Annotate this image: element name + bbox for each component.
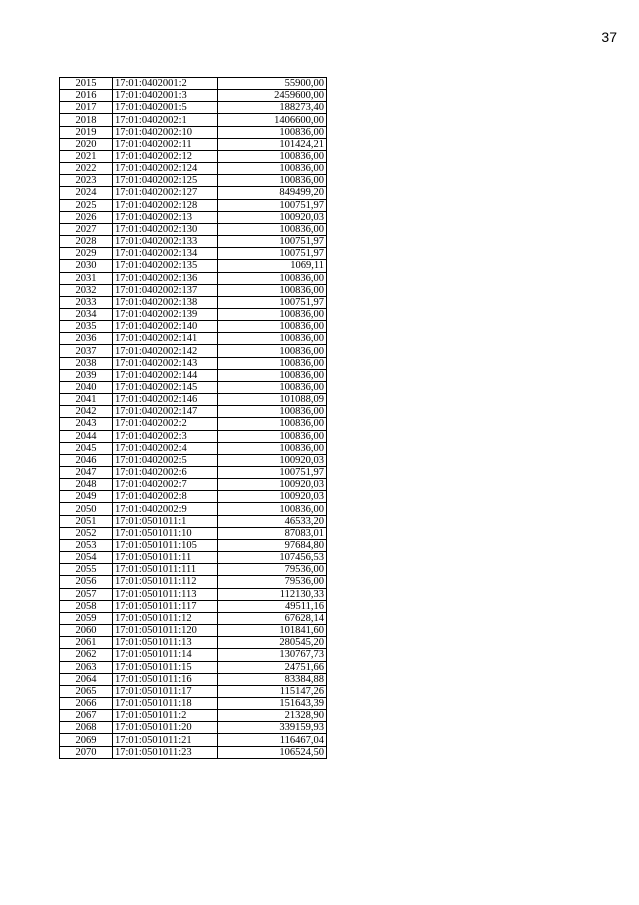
- value-cell: 339159,93: [218, 722, 327, 734]
- table-row: [60, 637, 327, 649]
- table-row: [60, 467, 327, 479]
- value-cell: 100836,00: [218, 345, 327, 357]
- row-number-cell: 2018: [60, 114, 113, 126]
- value-cell: 97684,80: [218, 539, 327, 551]
- row-number-cell: 2070: [60, 746, 113, 758]
- table-row: [60, 150, 327, 162]
- row-number-cell: 2059: [60, 612, 113, 624]
- table-row: [60, 211, 327, 223]
- row-number-cell: 2042: [60, 406, 113, 418]
- table-row: [60, 236, 327, 248]
- value-cell: 100836,00: [218, 163, 327, 175]
- value-cell: 100751,97: [218, 199, 327, 211]
- cadastral-number-cell: 17:01:0402001:3: [113, 90, 218, 102]
- row-number-cell: 2067: [60, 710, 113, 722]
- value-cell: 55900,00: [218, 78, 327, 90]
- row-number-cell: 2043: [60, 418, 113, 430]
- row-number-cell: 2058: [60, 600, 113, 612]
- row-number-cell: 2050: [60, 503, 113, 515]
- table-row: [60, 78, 327, 90]
- table-row: [60, 612, 327, 624]
- cadastral-number-cell: 17:01:0501011:12: [113, 612, 218, 624]
- row-number-cell: 2037: [60, 345, 113, 357]
- row-number-cell: 2025: [60, 199, 113, 211]
- table-row: [60, 746, 327, 758]
- row-number-cell: 2055: [60, 564, 113, 576]
- cadastral-number-cell: 17:01:0501011:10: [113, 527, 218, 539]
- row-number-cell: 2024: [60, 187, 113, 199]
- value-cell: 116467,04: [218, 734, 327, 746]
- cadastral-number-cell: 17:01:0402002:128: [113, 199, 218, 211]
- cadastral-number-cell: 17:01:0501011:18: [113, 697, 218, 709]
- cadastral-number-cell: 17:01:0402002:3: [113, 430, 218, 442]
- table-row: [60, 600, 327, 612]
- row-number-cell: 2068: [60, 722, 113, 734]
- value-cell: 79536,00: [218, 564, 327, 576]
- cadastral-number-cell: 17:01:0402002:135: [113, 260, 218, 272]
- value-cell: 24751,66: [218, 661, 327, 673]
- table-row: [60, 564, 327, 576]
- cadastral-number-cell: 17:01:0402002:134: [113, 248, 218, 260]
- value-cell: 101841,60: [218, 625, 327, 637]
- cadastral-number-cell: 17:01:0501011:1: [113, 515, 218, 527]
- cadastral-number-cell: 17:01:0501011:117: [113, 600, 218, 612]
- value-cell: 2459600,00: [218, 90, 327, 102]
- table-row: [60, 539, 327, 551]
- value-cell: 130767,73: [218, 649, 327, 661]
- cadastral-number-cell: 17:01:0402002:8: [113, 491, 218, 503]
- table-row: [60, 223, 327, 235]
- row-number-cell: 2047: [60, 467, 113, 479]
- row-number-cell: 2062: [60, 649, 113, 661]
- value-cell: 100836,00: [218, 308, 327, 320]
- cadastral-number-cell: 17:01:0402002:13: [113, 211, 218, 223]
- value-cell: 100836,00: [218, 150, 327, 162]
- row-number-cell: 2038: [60, 357, 113, 369]
- value-cell: 101088,09: [218, 394, 327, 406]
- cadastral-number-cell: 17:01:0402002:139: [113, 308, 218, 320]
- table-row: [60, 333, 327, 345]
- row-number-cell: 2019: [60, 126, 113, 138]
- value-cell: 280545,20: [218, 637, 327, 649]
- row-number-cell: 2029: [60, 248, 113, 260]
- table-row: [60, 503, 327, 515]
- cadastral-number-cell: 17:01:0402002:145: [113, 381, 218, 393]
- value-cell: 46533,20: [218, 515, 327, 527]
- cadastral-number-cell: 17:01:0501011:120: [113, 625, 218, 637]
- table-row: [60, 479, 327, 491]
- table-row: [60, 430, 327, 442]
- table-row: [60, 576, 327, 588]
- row-number-cell: 2056: [60, 576, 113, 588]
- row-number-cell: 2052: [60, 527, 113, 539]
- value-cell: 100751,97: [218, 467, 327, 479]
- value-cell: 100751,97: [218, 248, 327, 260]
- table-row: [60, 625, 327, 637]
- cadastral-number-cell: 17:01:0402002:1: [113, 114, 218, 126]
- table-row: [60, 418, 327, 430]
- value-cell: 100836,00: [218, 126, 327, 138]
- cadastral-number-cell: 17:01:0501011:113: [113, 588, 218, 600]
- value-cell: 100836,00: [218, 369, 327, 381]
- row-number-cell: 2031: [60, 272, 113, 284]
- table-row: [60, 369, 327, 381]
- row-number-cell: 2030: [60, 260, 113, 272]
- row-number-cell: 2016: [60, 90, 113, 102]
- cadastral-number-cell: 17:01:0402002:9: [113, 503, 218, 515]
- table-row: [60, 734, 327, 746]
- table-row: [60, 406, 327, 418]
- cadastral-number-cell: 17:01:0402002:11: [113, 138, 218, 150]
- value-cell: 106524,50: [218, 746, 327, 758]
- value-cell: 100836,00: [218, 430, 327, 442]
- row-number-cell: 2036: [60, 333, 113, 345]
- table-row: [60, 673, 327, 685]
- row-number-cell: 2022: [60, 163, 113, 175]
- table-row: [60, 284, 327, 296]
- row-number-cell: 2061: [60, 637, 113, 649]
- cadastral-number-cell: 17:01:0402002:130: [113, 223, 218, 235]
- value-cell: 79536,00: [218, 576, 327, 588]
- cadastral-number-cell: 17:01:0402002:124: [113, 163, 218, 175]
- table-row: [60, 661, 327, 673]
- row-number-cell: 2051: [60, 515, 113, 527]
- row-number-cell: 2053: [60, 539, 113, 551]
- cadastral-number-cell: 17:01:0402002:7: [113, 479, 218, 491]
- cadastral-number-cell: 17:01:0402002:140: [113, 321, 218, 333]
- cadastral-number-cell: 17:01:0402002:137: [113, 284, 218, 296]
- value-cell: 67628,14: [218, 612, 327, 624]
- value-cell: 87083,01: [218, 527, 327, 539]
- row-number-cell: 2033: [60, 296, 113, 308]
- value-cell: 100836,00: [218, 333, 327, 345]
- table-row: [60, 199, 327, 211]
- value-cell: 21328,90: [218, 710, 327, 722]
- cadastral-number-cell: 17:01:0402002:142: [113, 345, 218, 357]
- table-row: [60, 491, 327, 503]
- table-row: [60, 345, 327, 357]
- value-cell: 100836,00: [218, 284, 327, 296]
- value-cell: 100751,97: [218, 236, 327, 248]
- row-number-cell: 2046: [60, 454, 113, 466]
- value-cell: 49511,16: [218, 600, 327, 612]
- table-body: [60, 78, 327, 759]
- cadastral-number-cell: 17:01:0501011:11: [113, 552, 218, 564]
- table-row: [60, 260, 327, 272]
- cadastral-number-cell: 17:01:0402002:146: [113, 394, 218, 406]
- cadastral-number-cell: 17:01:0402001:2: [113, 78, 218, 90]
- cadastral-number-cell: 17:01:0501011:20: [113, 722, 218, 734]
- value-cell: 849499,20: [218, 187, 327, 199]
- cadastral-number-cell: 17:01:0402002:127: [113, 187, 218, 199]
- table-row: [60, 102, 327, 114]
- table-row: [60, 710, 327, 722]
- table-row: [60, 321, 327, 333]
- cadastral-number-cell: 17:01:0402002:144: [113, 369, 218, 381]
- value-cell: 115147,26: [218, 685, 327, 697]
- value-cell: 100836,00: [218, 381, 327, 393]
- row-number-cell: 2034: [60, 308, 113, 320]
- cadastral-number-cell: 17:01:0402002:4: [113, 442, 218, 454]
- table-row: [60, 515, 327, 527]
- row-number-cell: 2045: [60, 442, 113, 454]
- value-cell: 151643,39: [218, 697, 327, 709]
- value-cell: 100920,03: [218, 479, 327, 491]
- cadastral-number-cell: 17:01:0501011:17: [113, 685, 218, 697]
- cadastral-number-cell: 17:01:0402002:136: [113, 272, 218, 284]
- cadastral-number-cell: 17:01:0501011:21: [113, 734, 218, 746]
- cadastral-number-cell: 17:01:0501011:23: [113, 746, 218, 758]
- row-number-cell: 2035: [60, 321, 113, 333]
- table-row: [60, 308, 327, 320]
- value-cell: 100920,03: [218, 211, 327, 223]
- value-cell: 1406600,00: [218, 114, 327, 126]
- cadastral-number-cell: 17:01:0501011:13: [113, 637, 218, 649]
- row-number-cell: 2039: [60, 369, 113, 381]
- row-number-cell: 2065: [60, 685, 113, 697]
- cadastral-number-cell: 17:01:0501011:15: [113, 661, 218, 673]
- row-number-cell: 2020: [60, 138, 113, 150]
- cadastral-number-cell: 17:01:0402002:138: [113, 296, 218, 308]
- cadastral-number-cell: 17:01:0501011:105: [113, 539, 218, 551]
- value-cell: 100836,00: [218, 175, 327, 187]
- cadastral-number-cell: 17:01:0402002:125: [113, 175, 218, 187]
- row-number-cell: 2060: [60, 625, 113, 637]
- value-cell: 100920,03: [218, 454, 327, 466]
- table-row: [60, 381, 327, 393]
- cadastral-number-cell: 17:01:0501011:111: [113, 564, 218, 576]
- cadastral-number-cell: 17:01:0501011:112: [113, 576, 218, 588]
- row-number-cell: 2057: [60, 588, 113, 600]
- row-number-cell: 2023: [60, 175, 113, 187]
- cadastral-number-cell: 17:01:0402002:10: [113, 126, 218, 138]
- value-cell: 100836,00: [218, 321, 327, 333]
- table-row: [60, 126, 327, 138]
- table-row: [60, 296, 327, 308]
- value-cell: 112130,33: [218, 588, 327, 600]
- table-row: [60, 394, 327, 406]
- row-number-cell: 2049: [60, 491, 113, 503]
- row-number-cell: 2054: [60, 552, 113, 564]
- value-cell: 100836,00: [218, 357, 327, 369]
- value-cell: 100751,97: [218, 296, 327, 308]
- table-row: [60, 357, 327, 369]
- row-number-cell: 2026: [60, 211, 113, 223]
- row-number-cell: 2021: [60, 150, 113, 162]
- row-number-cell: 2017: [60, 102, 113, 114]
- value-cell: 1069,11: [218, 260, 327, 272]
- table-row: [60, 163, 327, 175]
- table-row: [60, 685, 327, 697]
- value-cell: 100836,00: [218, 223, 327, 235]
- table-row: [60, 114, 327, 126]
- cadastral-number-cell: 17:01:0501011:14: [113, 649, 218, 661]
- cadastral-number-cell: 17:01:0402002:12: [113, 150, 218, 162]
- row-number-cell: 2040: [60, 381, 113, 393]
- table-row: [60, 442, 327, 454]
- value-cell: 188273,40: [218, 102, 327, 114]
- row-number-cell: 2069: [60, 734, 113, 746]
- table-row: [60, 527, 327, 539]
- cadastral-number-cell: 17:01:0402002:5: [113, 454, 218, 466]
- row-number-cell: 2027: [60, 223, 113, 235]
- value-cell: 101424,21: [218, 138, 327, 150]
- row-number-cell: 2028: [60, 236, 113, 248]
- table-row: [60, 175, 327, 187]
- row-number-cell: 2064: [60, 673, 113, 685]
- table-row: [60, 649, 327, 661]
- row-number-cell: 2044: [60, 430, 113, 442]
- row-number-cell: 2041: [60, 394, 113, 406]
- table-row: [60, 454, 327, 466]
- table-row: [60, 697, 327, 709]
- value-cell: 100836,00: [218, 272, 327, 284]
- value-cell: 100920,03: [218, 491, 327, 503]
- table-row: [60, 588, 327, 600]
- row-number-cell: 2063: [60, 661, 113, 673]
- cadastral-number-cell: 17:01:0501011:2: [113, 710, 218, 722]
- cadastral-number-cell: 17:01:0402002:143: [113, 357, 218, 369]
- cadastral-number-cell: 17:01:0402002:2: [113, 418, 218, 430]
- row-number-cell: 2015: [60, 78, 113, 90]
- cadastral-number-cell: 17:01:0501011:16: [113, 673, 218, 685]
- value-cell: 100836,00: [218, 442, 327, 454]
- value-cell: 100836,00: [218, 406, 327, 418]
- value-cell: 107456,53: [218, 552, 327, 564]
- row-number-cell: 2066: [60, 697, 113, 709]
- row-number-cell: 2048: [60, 479, 113, 491]
- cadastral-number-cell: 17:01:0402002:147: [113, 406, 218, 418]
- value-cell: 100836,00: [218, 503, 327, 515]
- table-row: [60, 722, 327, 734]
- value-cell: 83384,88: [218, 673, 327, 685]
- cadastral-number-cell: 17:01:0402002:6: [113, 467, 218, 479]
- page-number: 37: [601, 29, 617, 45]
- table-row: [60, 90, 327, 102]
- cadastral-number-cell: 17:01:0402002:141: [113, 333, 218, 345]
- value-cell: 100836,00: [218, 418, 327, 430]
- table-row: [60, 552, 327, 564]
- cadastral-number-cell: 17:01:0402002:133: [113, 236, 218, 248]
- data-table: [59, 77, 327, 759]
- cadastral-number-cell: 17:01:0402001:5: [113, 102, 218, 114]
- table-row: [60, 272, 327, 284]
- table-row: [60, 138, 327, 150]
- table-row: [60, 187, 327, 199]
- table-row: [60, 248, 327, 260]
- row-number-cell: 2032: [60, 284, 113, 296]
